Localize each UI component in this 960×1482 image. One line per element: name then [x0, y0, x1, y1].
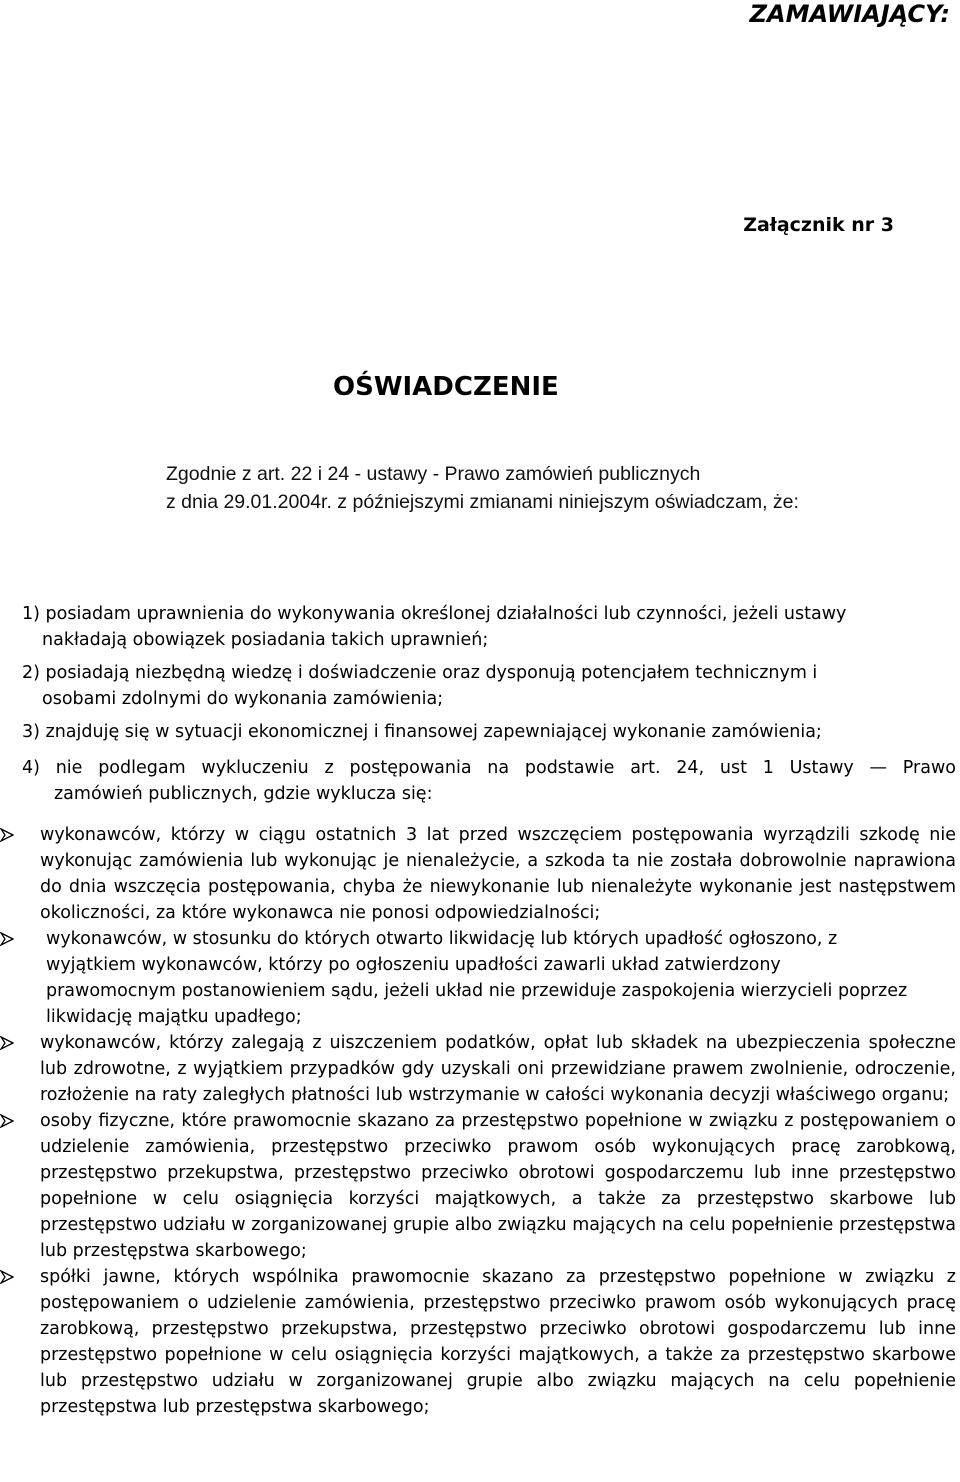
declaration-list — [22, 601, 956, 807]
arrowhead-bullet-icon — [0, 1030, 18, 1056]
exclusion-item-2 — [0, 926, 956, 1030]
exclusion-item-2-text: wykonawców, w stosunku do których otwarto likwidację lub których upadłość ogłoszono, z wyjątkiem wykonawców, którzy po ogłoszeniu upadłości zawarli układ zatwierdzony prawomocnym postanowieniem sądu, jeżeli układ nie przewiduje zaspokojenia wierzycieli poprzez likwidację majątku upadłego; — [46, 929, 908, 1027]
exclusion-item-4 — [0, 1108, 956, 1264]
exclusion-list — [0, 822, 956, 1420]
ordering-party-header: ZAMAWIAJĄCY: — [749, 0, 950, 28]
arrowhead-bullet-icon — [0, 1264, 18, 1290]
annex-number: Załącznik nr 3 — [743, 214, 894, 236]
exclusion-item-5 — [0, 1264, 956, 1420]
exclusion-item-3-text: wykonawców, którzy zalegają z uiszczeniem podatków, opłat lub składek na ubezpieczenia społeczne lub zdrowotne, z wyjątkiem przypadków gdy uzyskali oni przewidziane prawem zwolnienie, odroczenie, rozłożenie na raty zaległych płatności lub wstrzymanie w całości wykonania decyzji właściwego organu; — [40, 1033, 956, 1105]
document-title: OŚWIADCZENIE — [333, 372, 559, 402]
exclusion-item-1-text: wykonawców, którzy w ciągu ostatnich 3 lat przed wszczęciem postępowania wyrządzili szkodę nie wykonując zamówienia lub wykonując je nienależycie, a szkoda ta nie została dobrowolnie naprawiona do dnia wszczęcia postępowania, chyba że niewykonanie lub nienależyte wykonanie jest następstwem okoliczności, za które wykonawca nie ponosi odpowiedzialności; — [40, 825, 956, 923]
declaration-item-2 — [22, 660, 956, 712]
arrowhead-bullet-icon — [0, 822, 18, 848]
declaration-item-2-continuation: osobami zdolnymi do wykonania zamówienia; — [42, 689, 444, 709]
exclusion-item-5-text: spółki jawne, których wspólnika prawomocnie skazano za przestępstwo popełnione w związku z postępowaniem o udzielenie zamówienia, przestępstwo przeciwko prawom osób wykonujących pracę zarobkową, przestępstwo przekupstwa, przestępstwo przeciwko obrotowi gospodarczemu lub inne przestępstwo popełnione w celu osiągnięcia korzyści majątkowych, a także za przestępstwo skarbowe lub przestępstwo udziału w zorganizowanej grupie albo związku mających na celu popełnienie przestępstwa lub przestępstwa skarbowego; — [40, 1267, 956, 1417]
declaration-item-1 — [22, 601, 956, 653]
declaration-item-3 — [22, 719, 956, 745]
declaration-item-4-continuation: zamówień publicznych, gdzie wyklucza się: — [54, 784, 433, 804]
declaration-item-3-first-line: 3) znajduję się w sytuacji ekonomicznej i finansowej zapewniającej wykonanie zamówienia; — [22, 722, 822, 742]
legal-basis — [166, 460, 946, 516]
exclusion-item-4-text: osoby fizyczne, które prawomocnie skazano za przestępstwo popełnione w związku z postępowaniem o udzielenie zamówienia, przestępstwo przeciwko prawom osób wykonujących pracę zarobkową, przestępstwo przekupstwa, przestępstwo przeciwko obrotowi gospodarczemu lub inne przestępstwo popełnione w celu osiągnięcia korzyści majątkowych, a także za przestępstwo skarbowe lub przestępstwo udziału w zorganizowanej grupie albo związku mających na celu popełnienie przestępstwa lub przestępstwa skarbowego; — [40, 1111, 956, 1261]
declaration-item-4-first-line: 4) nie podlegam wykluczeniu z postępowania na podstawie art. 24, ust 1 Ustawy — Prawo — [22, 758, 956, 778]
declaration-item-2-first-line: 2) posiadają niezbędną wiedzę i doświadczenie oraz dysponują potencjałem technicznym i — [22, 663, 818, 683]
arrowhead-bullet-icon — [0, 926, 18, 952]
exclusion-item-1 — [0, 822, 956, 926]
legal-basis-line-2: z dnia 29.01.2004r. z późniejszymi zmianami niniejszym oświadczam, że: — [166, 491, 799, 513]
declaration-item-1-first-line: 1) posiadam uprawnienia do wykonywania określonej działalności lub czynności, jeżeli ustawy — [22, 604, 847, 624]
arrowhead-bullet-icon — [0, 1108, 18, 1134]
declaration-item-4 — [22, 755, 956, 807]
declaration-item-1-continuation: nakładają obowiązek posiadania takich uprawnień; — [42, 630, 489, 650]
legal-basis-line-1: Zgodnie z art. 22 i 24 - ustawy - Prawo zamówień publicznych — [166, 463, 701, 485]
exclusion-item-3 — [0, 1030, 956, 1108]
